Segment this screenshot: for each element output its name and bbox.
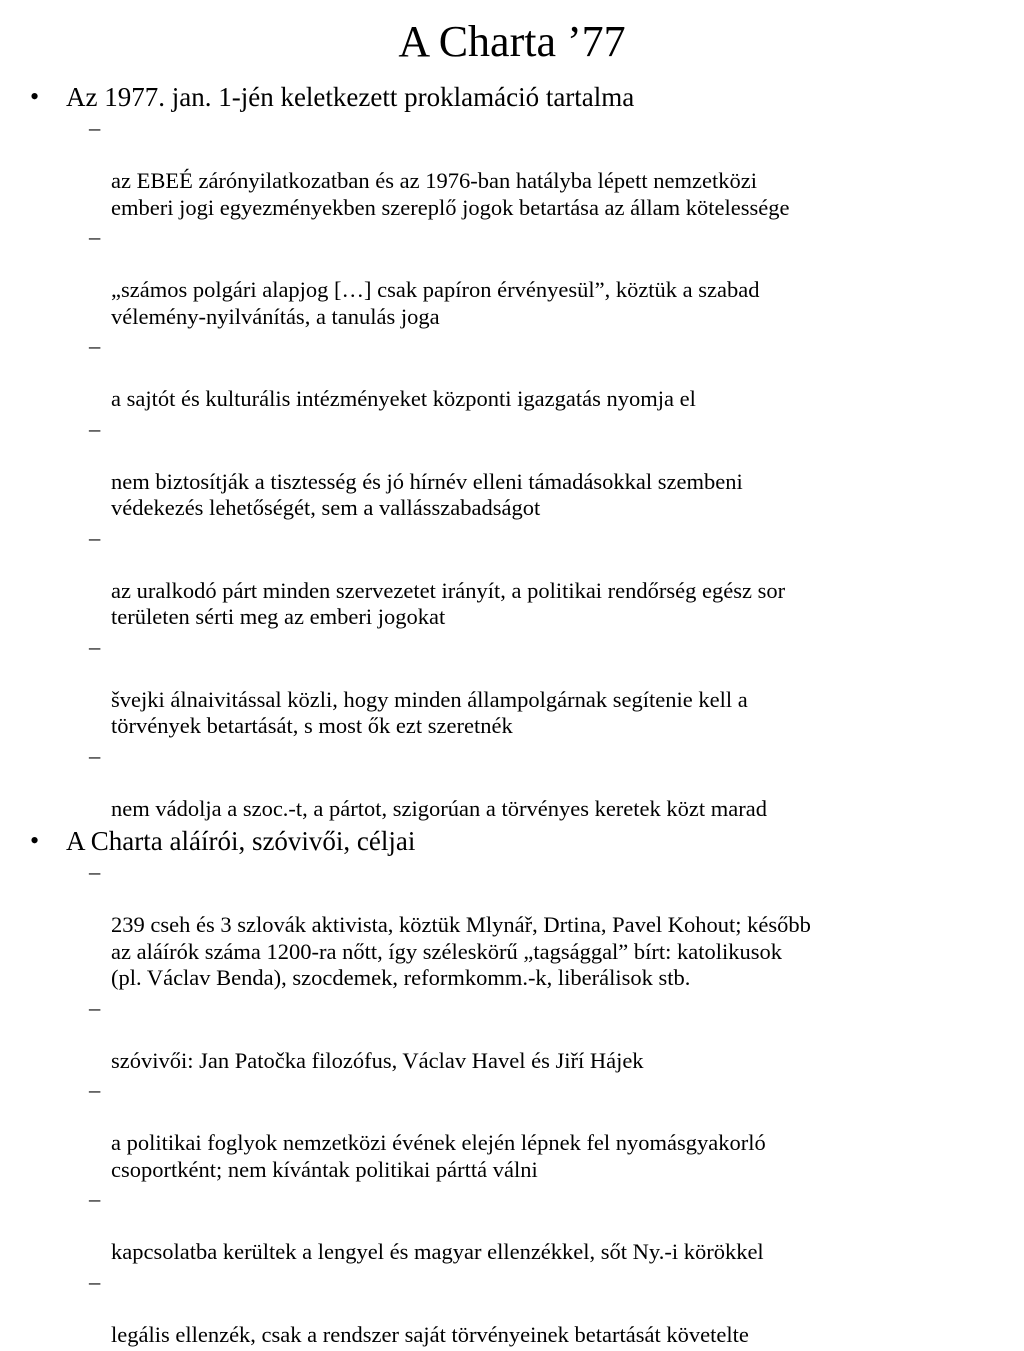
- dash-marker-icon: –: [89, 633, 101, 659]
- sub-bullet-item: [0, 1186, 1024, 1266]
- sub-bullet-text: az uralkodó párt minden szervezetet irányít, a politikai rendőrség egész sor területen sérti meg az emberi jogokat: [111, 577, 786, 629]
- sub-bullet-item: [0, 1269, 1024, 1349]
- sub-bullet-text: „számos polgári alapjog […] csak papíron érvényesül”, köztük a szabad vélemény-nyilvánítás, a tanulás joga: [111, 277, 760, 329]
- dash-marker-icon: –: [89, 1186, 101, 1211]
- sub-bullet-item: [0, 743, 1024, 823]
- sub-bullet-item: [0, 115, 1024, 221]
- sub-bullet-item: [0, 995, 1024, 1075]
- sub-bullet-text: 239 cseh és 3 szlovák aktivista, köztük Mlynář, Drtina, Pavel Kohout; később az aláírók száma 1200-ra nőtt, így széleskörű „tagsággal” bírt: katolikusok (pl. Václav Benda), szocdemek, reformkomm.-k, liberálisok stb.: [111, 912, 811, 990]
- bullet-marker-icon: •: [30, 826, 40, 855]
- dash-marker-icon: –: [89, 115, 101, 140]
- bullet-item: [0, 825, 1024, 857]
- dash-marker-icon: –: [89, 224, 101, 249]
- sub-bullet-item: [0, 525, 1024, 631]
- sub-bullet-item: [0, 224, 1024, 330]
- dash-marker-icon: –: [89, 742, 101, 768]
- sub-bullet-item: [0, 859, 1024, 992]
- sub-bullet-text: legális ellenzék, csak a rendszer saját törvényeinek betartását követelte: [111, 1321, 749, 1347]
- sub-bullet-text: a sajtót és kulturális intézményeket központi igazgatás nyomja el: [111, 386, 696, 411]
- bullet-item: [0, 81, 1024, 113]
- dash-marker-icon: –: [89, 1077, 101, 1102]
- sub-bullet-text: kapcsolatba kerültek a lengyel és magyar ellenzékkel, sőt Ny.-i körökkel: [111, 1239, 764, 1264]
- dash-marker-icon: –: [89, 524, 101, 550]
- sub-bullet-item: [0, 1077, 1024, 1183]
- sub-bullet-item: [0, 634, 1024, 740]
- sub-bullet-item: [0, 416, 1024, 522]
- bullet-marker-icon: •: [30, 82, 40, 111]
- sub-bullet-text: nem biztosítják a tisztesség és jó hírnév elleni támadásokkal szembeni védekezés lehetőségét, sem a vallásszabadságot: [111, 468, 743, 520]
- dash-marker-icon: –: [89, 859, 101, 884]
- bullet-text: Az 1977. jan. 1-jén keletkezett proklamáció tartalma: [66, 82, 635, 112]
- sub-bullet-text: az EBEÉ zárónyilatkozatban és az 1976-ban hatályba lépett nemzetközi emberi jogi egyezményekben szereplő jogok betartása az állam kötelessége: [111, 168, 790, 220]
- dash-marker-icon: –: [89, 994, 101, 1020]
- sub-bullet-item: [0, 333, 1024, 413]
- sub-bullet-text: a politikai foglyok nemzetközi évének elején lépnek fel nyomásgyakorló csoportként; nem kívántak politikai párttá válni: [111, 1130, 766, 1182]
- sub-bullet-text: szóvivői: Jan Patočka filozófus, Václav Havel és Jiří Hájek: [111, 1047, 644, 1073]
- slide-title: A Charta ’77: [398, 17, 626, 66]
- dash-marker-icon: –: [89, 1268, 101, 1294]
- sub-bullet-text: švejki álnaivitással közli, hogy minden állampolgárnak segítenie kell a törvények betartását, s most ők ezt szeretnék: [111, 686, 748, 738]
- bullet-text: A Charta aláírói, szóvivői, céljai: [66, 826, 416, 856]
- sub-bullet-text: nem vádolja a szoc.-t, a pártot, szigorúan a törvényes keretek közt marad: [111, 795, 767, 821]
- dash-marker-icon: –: [89, 415, 101, 441]
- slide-content: [0, 81, 1024, 1351]
- dash-marker-icon: –: [89, 333, 101, 358]
